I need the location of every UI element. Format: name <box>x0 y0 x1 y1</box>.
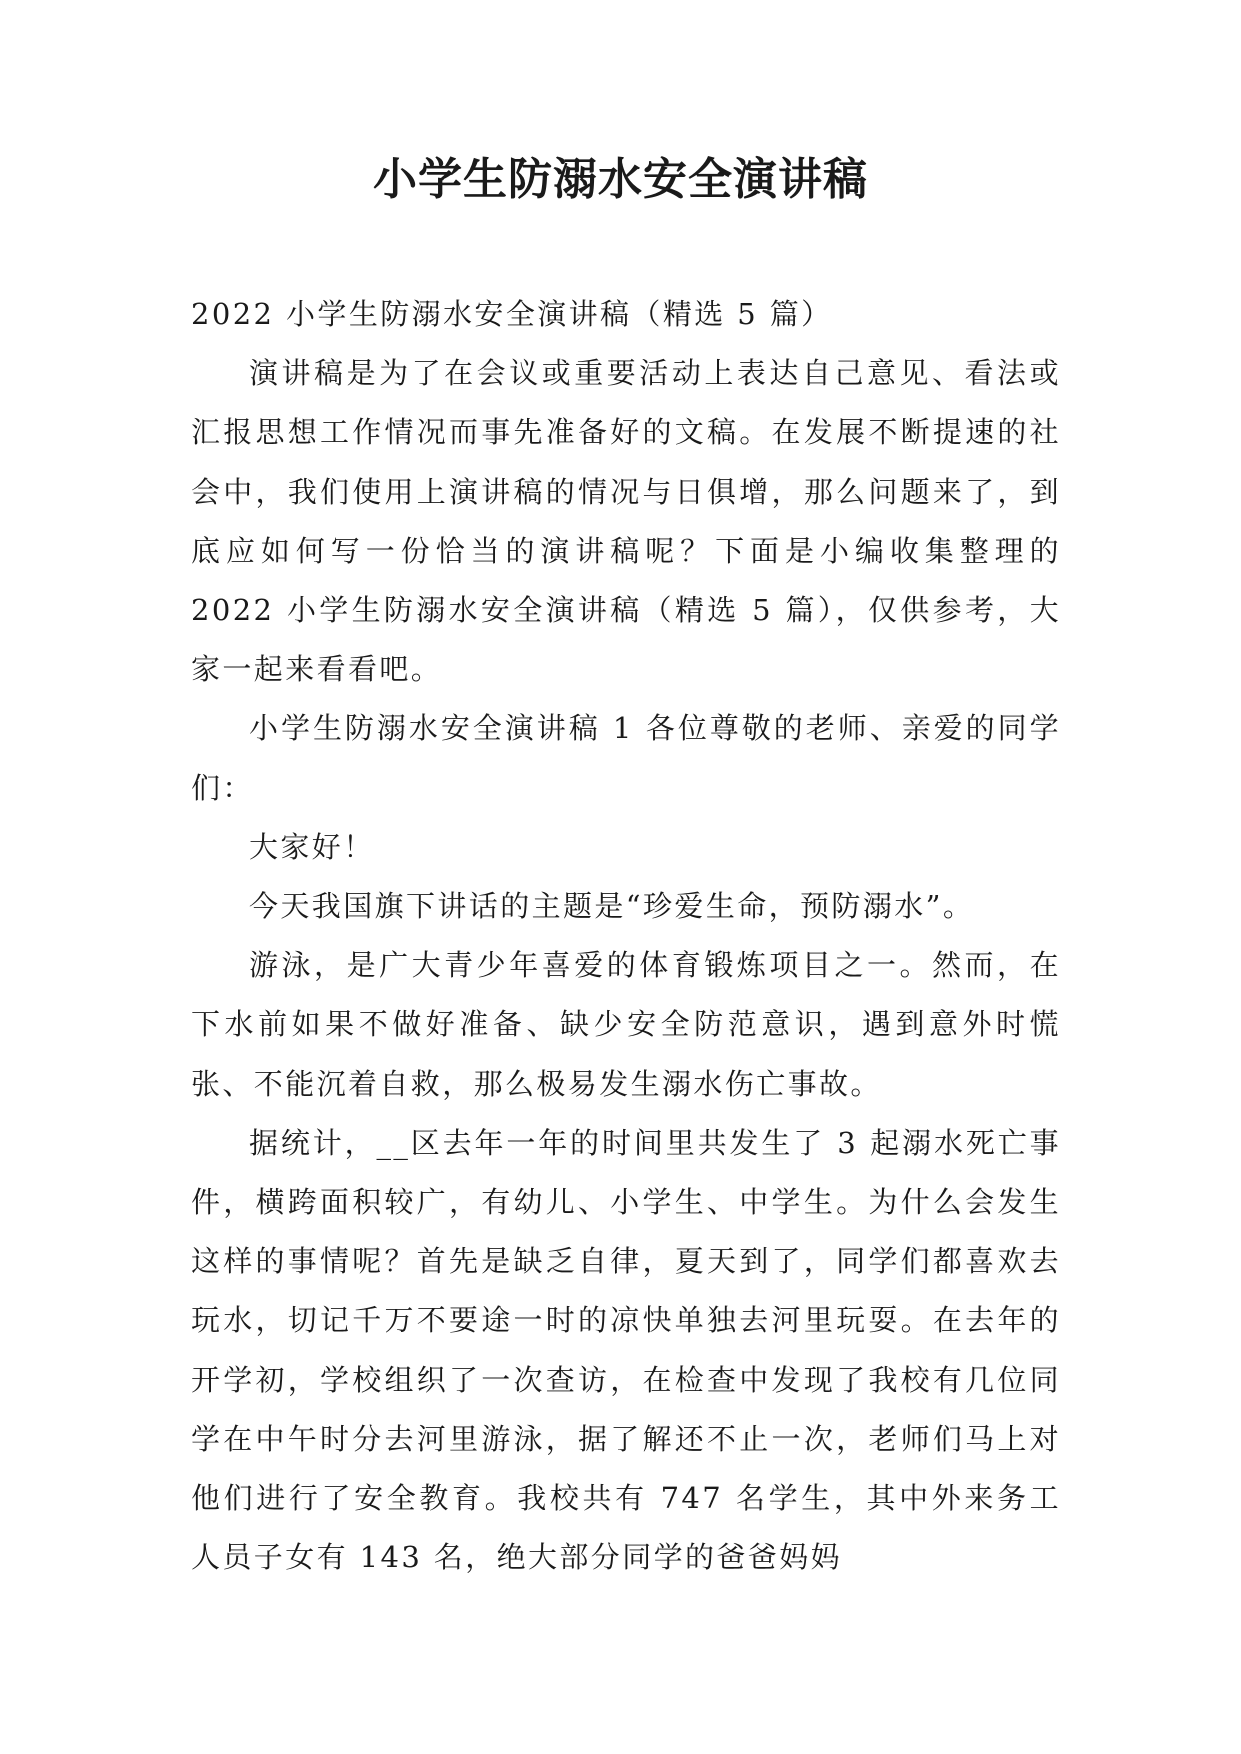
paragraph-swimming: 游泳，是广大青少年喜爱的体育锻炼项目之一。然而，在下水前如果不做好准备、缺少安全防范意识，遇到意外时慌张、不能沉着自救，那么极易发生溺水伤亡事故。 <box>191 948 1061 1101</box>
document-title: 小学生防溺水安全演讲稿 <box>373 154 868 205</box>
paragraph-speech-1-greeting: 小学生防溺水安全演讲稿 1 各位尊敬的老师、亲爱的同学们： <box>191 711 1061 805</box>
paragraph-statistics: 据统计，__区去年一年的时间里共发生了 3 起溺水死亡事件，横跨面积较广，有幼儿、小学生、中学生。为什么会发生这样的事情呢？首先是缺乏自律，夏天到了，同学们都喜欢去玩水，切记千万不要途一时的凉快单独去河里玩耍。在去年的开学初，学校组织了一次查访，在检查中发现了我校有几位同学在中午时分去河里游泳，据了解还不止一次，老师们马上对他们进行了安全教育。我校共有 747 名学生，其中外来务工人员子女有 143 名，绝大部分同学的爸爸妈妈 <box>191 1125 1061 1575</box>
document-body <box>191 285 1061 1587</box>
paragraph-theme: 今天我国旗下讲话的主题是“珍爱生命，预防溺水”。 <box>249 889 975 924</box>
document-subtitle: 2022 小学生防溺水安全演讲稿（精选 5 篇） <box>191 297 833 331</box>
paragraph-intro: 演讲稿是为了在会议或重要活动上表达自己意见、看法或汇报思想工作情况而事先准备好的文稿。在发展不断提速的社会中，我们使用上演讲稿的情况与日俱增，那么问题来了，到底应如何写一份恰当的演讲稿呢？下面是小编收集整理的 2022 小学生防溺水安全演讲稿（精选 5 篇），仅供参考，大家一起来看看吧。 <box>191 356 1061 687</box>
paragraph-hello: 大家好！ <box>249 829 375 864</box>
